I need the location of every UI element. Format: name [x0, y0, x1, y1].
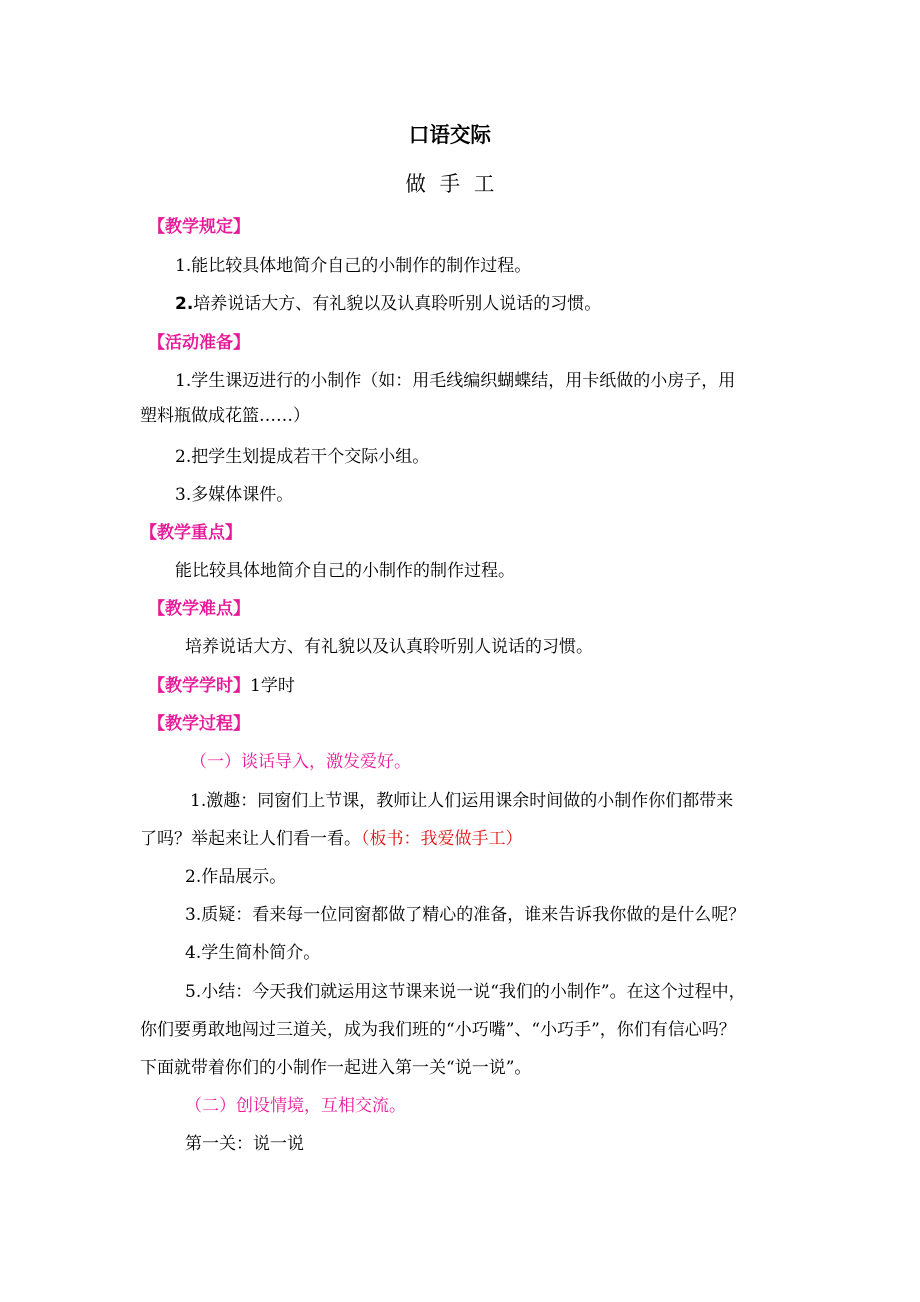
process-step-1-text: 了吗？举起来让人们看一看。	[140, 829, 361, 849]
process-step-2: 2.作品展示。	[185, 867, 287, 887]
process-step-1-line-2	[140, 828, 523, 850]
process-step-3: 3.质疑：看来每一位同窗都做了精心的准备，谁来告诉我你做的是什么呢？	[185, 905, 746, 925]
process-part-2-title: （二）创设情境，互相交流。	[185, 1096, 406, 1116]
page-subtitle: 做手工	[405, 172, 509, 196]
process-step-5-line-2: 你们要勇敢地闯过三道关，成为我们班的“小巧嘴”、“小巧手”，你们有信心吗？	[140, 1020, 736, 1040]
section-heading-key-point: 【教学重点】	[140, 523, 242, 543]
process-step-1-line-1: 1.激趣：同窗们上节课，教师让人们运用课余时间做的小制作你们都带来	[190, 791, 734, 811]
objective-item-2	[175, 293, 601, 315]
objective-item-2-text: 培养说话大方、有礼貌以及认真聆听别人说话的习惯。	[193, 294, 602, 314]
preparation-item-3: 3.多媒体课件。	[175, 485, 294, 505]
section-heading-process: 【教学过程】	[148, 714, 250, 734]
preparation-item-2: 2.把学生划提成若干个交际小组。	[175, 447, 430, 467]
process-part-1-title: （一）谈话导入，激发爱好。	[190, 752, 411, 772]
hours-line	[148, 675, 295, 697]
process-level-1: 第一关：说一说	[185, 1134, 304, 1154]
preparation-item-1-line-1: 1.学生课迈进行的小制作（如：用毛线编织蝴蝶结，用卡纸做的小房子，用	[175, 371, 736, 391]
section-heading-difficulty: 【教学难点】	[148, 599, 250, 619]
objective-item-2-number: 2.	[175, 294, 194, 314]
process-step-5-line-1: 5.小结：今天我们就运用这节课来说一说“我们的小制作”。在这个过程中，	[185, 982, 746, 1002]
objective-item-1: 1.能比较具体地简介自己的小制作的制作过程。	[175, 256, 532, 276]
difficulty-text: 培养说话大方、有礼貌以及认真聆听别人说话的习惯。	[185, 637, 593, 657]
page-title: 口语交际	[408, 123, 491, 147]
hours-text: 1学时	[250, 676, 295, 696]
preparation-item-1-line-2: 塑料瓶做成花篮……）	[140, 406, 310, 426]
process-step-4: 4.学生简朴简介。	[185, 943, 321, 963]
process-step-5-line-3: 下面就带着你们的小制作一起进入第一关“说一说”。	[140, 1058, 532, 1078]
section-heading-hours: 【教学学时】	[148, 676, 250, 696]
section-heading-objectives: 【教学规定】	[148, 217, 250, 237]
section-heading-preparation: 【活动准备】	[148, 333, 250, 353]
board-writing: （板书：我爱做手工）	[361, 829, 523, 849]
key-point-text: 能比较具体地简介自己的小制作的制作过程。	[175, 561, 515, 581]
